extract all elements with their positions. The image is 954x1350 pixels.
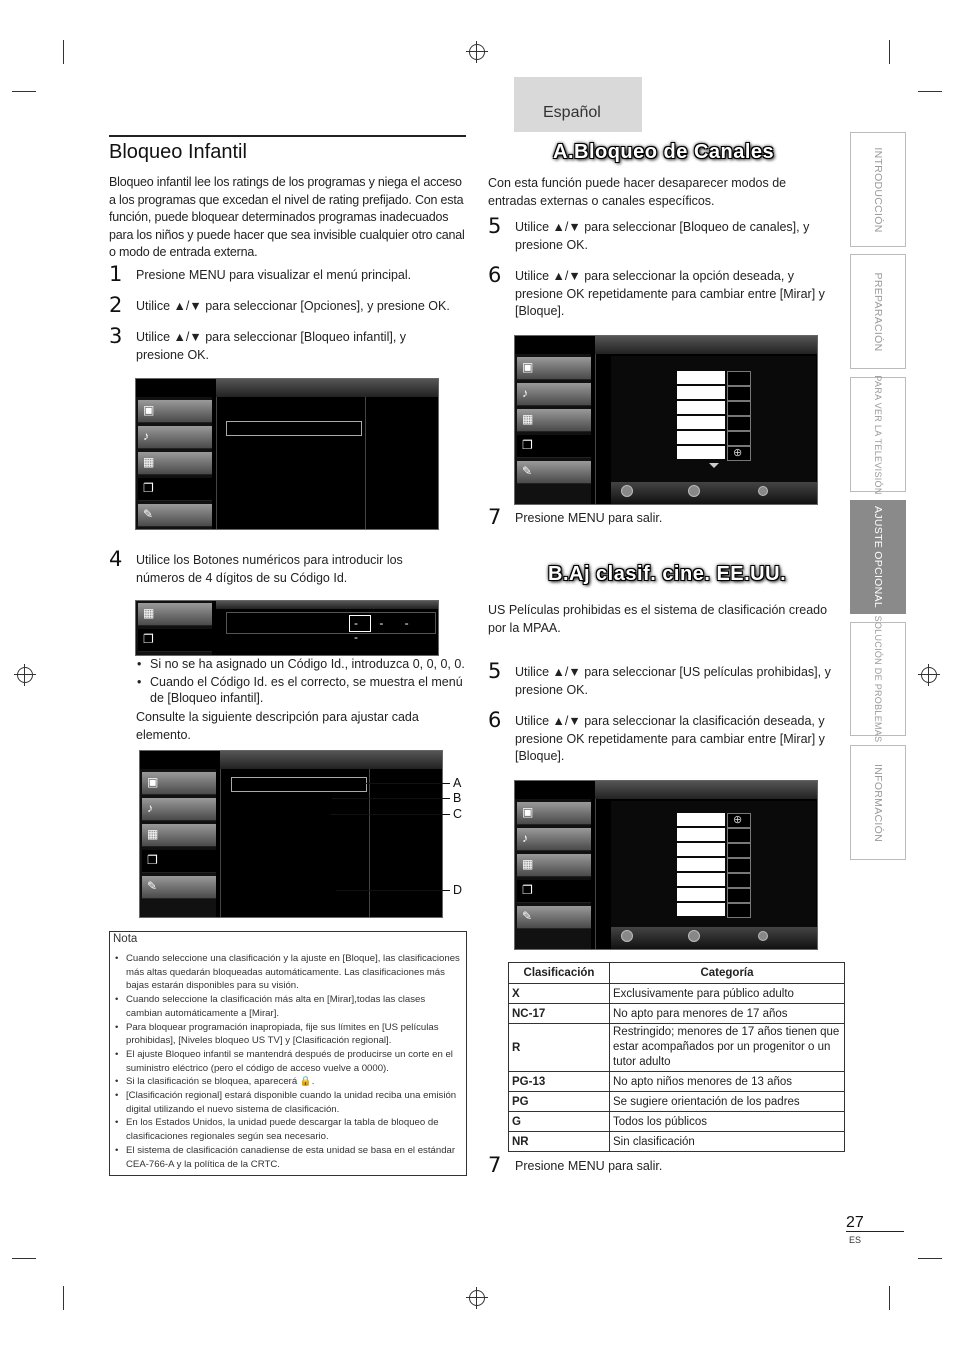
step-text: Presione MENU para salir.: [515, 1159, 663, 1173]
options-icon: ❐: [522, 883, 533, 897]
picture-icon: ▣: [522, 805, 534, 819]
table-cell: Se sugiere orientación de los padres: [610, 1092, 845, 1112]
tv-selection-highlight: [226, 421, 362, 436]
section-a-banner: A.Bloqueo de Canales: [553, 141, 775, 163]
tv-divider: [216, 397, 217, 529]
lock-icon: ⊕: [733, 814, 743, 826]
tv-menu-item-picture[interactable]: [142, 772, 216, 795]
side-tab-para-ver-la-television[interactable]: [850, 374, 906, 495]
tv-menu-header: [220, 751, 442, 769]
table-cell: PG-13: [509, 1072, 610, 1092]
tv-list-cell: [677, 843, 725, 856]
step-text: Utilice ▲/▼ para seleccionar [Bloqueo infantil], y presione OK.: [136, 330, 407, 362]
tv-list-cell: [677, 903, 725, 916]
tv-menu-sidebar: [515, 799, 591, 949]
ok-button-icon: [688, 930, 700, 942]
side-tab-preparacion[interactable]: [850, 254, 906, 369]
section-b-intro: US Películas prohibidas es el sistema de clasificación creado por la MPAA.: [488, 603, 828, 635]
music-note-icon: ♪: [522, 831, 528, 845]
table-row: [509, 984, 845, 1004]
tv-menu-item-picture[interactable]: [138, 400, 212, 423]
tv-movie-rating-screen: [514, 780, 818, 950]
list-item: • Cuando seleccione una clasificación y la ajuste en [Bloque], las clasificaciones más altas quedarán bloqueadas automáticamente. Las clasificaciones más bajas estarán disponibles para su visión.: [115, 952, 460, 993]
tv-lock-cell: [727, 416, 751, 431]
table-cell: PG: [509, 1092, 610, 1112]
step-number: 3: [109, 324, 123, 348]
step-number: 2: [109, 293, 123, 317]
table-row: [509, 1092, 845, 1112]
nota-list: [115, 952, 460, 1171]
edit-icon: ✎: [147, 879, 158, 893]
grid-icon: ▦: [522, 857, 534, 871]
tv-list-cell: [677, 858, 725, 871]
tv-menu-item-setup[interactable]: [138, 603, 212, 626]
list-item: • Cuando seleccione la clasificación más alta en [Mirar],todas las clases cambian automáticamente a [Mirar].: [115, 993, 460, 1020]
table-cell: No apto niños menores de 13 años: [610, 1072, 845, 1092]
callout-line-d: [336, 890, 450, 891]
options-icon: ❐: [522, 438, 533, 452]
tv-lock-cell: [727, 446, 751, 461]
table-cell: G: [509, 1112, 610, 1132]
list-item: • [Clasificación regional] estará disponible cuando la unidad reciba una emisión digital utilizando el nuevo sistema de clasificación.: [115, 1089, 460, 1116]
crop-mark: [918, 91, 942, 92]
navigation-icon: [621, 485, 633, 497]
tv-child-lock-screen: [139, 750, 443, 918]
tv-divider: [365, 397, 366, 529]
tv-lock-cell: [727, 888, 751, 903]
step-text: Utilice ▲/▼ para seleccionar la opción deseada, y presione OK repetidamente para cambiar entre [Mirar] y [Bloque].: [515, 269, 825, 318]
tv-menu-screen: [135, 378, 439, 530]
tv-lock-cell: [727, 873, 751, 888]
music-note-icon: ♪: [522, 386, 528, 400]
tv-menu-item-sound[interactable]: [142, 798, 216, 821]
picture-icon: ▣: [522, 360, 534, 374]
options-icon: ❐: [143, 632, 154, 646]
callout-label-a: A: [453, 776, 462, 790]
tv-menu-item-picture[interactable]: [517, 357, 591, 380]
tv-divider: [595, 354, 596, 504]
tv-lock-cell: [727, 813, 751, 828]
side-tab-label: SOLUCIÓN DE PROBLEMAS: [873, 615, 883, 743]
step-number: 7: [488, 1153, 502, 1177]
pin-input[interactable]: - - - -: [354, 616, 418, 644]
tv-list-cell: [677, 828, 725, 841]
tv-menu-sidebar: [136, 601, 212, 655]
tv-lock-cell: [727, 401, 751, 416]
tv-menu-header: [216, 379, 438, 397]
step-text: Utilice ▲/▼ para seleccionar [Bloqueo de canales], y presione OK.: [515, 220, 810, 252]
tv-divider: [220, 769, 221, 917]
nota-title: Nota: [113, 933, 138, 945]
picture-icon: ▣: [147, 775, 159, 789]
tv-list-cell: [677, 873, 725, 886]
tv-list-cell: [677, 446, 725, 459]
tv-lock-cell: [727, 386, 751, 401]
step-number: 4: [109, 547, 123, 571]
tv-menu-item-language[interactable]: [517, 906, 591, 929]
tv-menu-item-language[interactable]: [138, 504, 212, 527]
notes-bullet-list: [137, 656, 467, 706]
step-text: Utilice ▲/▼ para seleccionar [Opciones], y presione OK.: [136, 299, 450, 313]
step-number: 6: [488, 263, 502, 287]
tv-lock-cell: [727, 371, 751, 386]
table-cell: NC-17: [509, 1004, 610, 1024]
tv-list-cell: [677, 813, 725, 826]
tv-menu-item-sound[interactable]: [517, 383, 591, 406]
crop-mark: [63, 40, 64, 64]
edit-icon: ✎: [522, 464, 533, 478]
tv-lock-cell: [727, 843, 751, 858]
music-note-icon: ♪: [143, 429, 149, 443]
side-tab-label: INFORMACIÓN: [872, 763, 884, 842]
step-number: 6: [488, 708, 502, 732]
tv-menu-item-setup[interactable]: [517, 409, 591, 432]
page-lang-code: ES: [849, 1235, 862, 1245]
tv-footer-bar: [611, 927, 817, 949]
tv-menu-item-setup[interactable]: [138, 452, 212, 475]
registration-mark-icon: [921, 667, 937, 683]
callout-label-c: C: [453, 807, 463, 821]
tv-menu-header: [595, 336, 817, 354]
grid-icon: ▦: [147, 827, 159, 841]
table-cell: Todos los públicos: [610, 1112, 845, 1132]
tv-menu-item-setup[interactable]: [517, 854, 591, 877]
tv-menu-item-options[interactable]: [138, 478, 212, 501]
tv-list-cell: [677, 386, 725, 399]
table-cell: No apto para menores de 17 años: [610, 1004, 845, 1024]
crop-mark: [12, 1258, 36, 1259]
tv-lock-cell: [727, 903, 751, 918]
grid-icon: ▦: [522, 412, 534, 426]
callout-line-a: [364, 783, 450, 784]
table-cell: Exclusivamente para público adulto: [610, 984, 845, 1004]
music-note-icon: ♪: [147, 801, 153, 815]
step-text: Utilice ▲/▼ para seleccionar la clasificación deseada, y presione OK repetidamente para cambiar entre [Mirar] y [Bloque].: [515, 714, 825, 763]
section-b-banner: B.Aj clasif. cine. EE.UU.: [548, 563, 787, 585]
list-item: • En los Estados Unidos, la unidad puede descargar la tabla de bloqueo de clasificaciones regionales según sea necesario.: [115, 1116, 460, 1143]
lock-icon: ⊕: [733, 447, 743, 459]
crop-mark: [889, 1286, 890, 1310]
list-item: • Si no se ha asignado un Código Id., introduzca 0, 0, 0, 0.: [137, 656, 467, 672]
side-tab-solucion-de-problemas[interactable]: [850, 615, 906, 743]
tv-lock-cell: [727, 858, 751, 873]
callout-label-b: B: [453, 791, 462, 805]
title-rule: [109, 135, 466, 137]
tv-menu-item-language[interactable]: [142, 876, 216, 899]
callout-label-d: D: [453, 883, 463, 897]
tv-menu-header: [595, 781, 817, 799]
back-button-icon: [758, 486, 768, 496]
table-cell: Restringido; menores de 17 años tienen que estar acompañados por un progenitor o un tutor adulto: [610, 1024, 845, 1072]
step-number: 1: [109, 262, 123, 286]
tv-menu-sidebar: [515, 354, 591, 504]
tv-list-cell: [677, 888, 725, 901]
tv-menu-item-options[interactable]: [517, 435, 591, 458]
step-text: Utilice los Botones numéricos para introducir los números de 4 dígitos de su Código Id.: [136, 553, 403, 585]
registration-mark-icon: [17, 667, 33, 683]
side-tab-ajuste-opcional[interactable]: [850, 500, 906, 614]
options-icon: ❐: [143, 481, 154, 495]
tv-menu-item-picture[interactable]: [517, 802, 591, 825]
grid-icon: ▦: [143, 606, 155, 620]
tv-pin-header: [216, 601, 438, 609]
step-number: 5: [488, 214, 502, 238]
back-button-icon: [758, 931, 768, 941]
crop-mark: [12, 91, 36, 92]
step-number: 5: [488, 659, 502, 683]
page-number: 27: [846, 1214, 864, 1231]
tv-list-cell: [677, 371, 725, 384]
side-tab-label: INTRODUCCIÓN: [872, 146, 884, 233]
tv-menu-item-sound[interactable]: [517, 828, 591, 851]
picture-icon: ▣: [143, 403, 155, 417]
side-tab-label: PARA VER LA TELEVISIÓN: [873, 374, 883, 495]
tv-list-cell: [677, 401, 725, 414]
page-number-rule: [846, 1231, 904, 1232]
table-row: [509, 1024, 845, 1072]
options-icon: ❐: [147, 853, 158, 867]
table-row: [509, 1112, 845, 1132]
side-tab-introduccion[interactable]: [850, 132, 906, 247]
table-cell: NR: [509, 1132, 610, 1152]
navigation-icon: [621, 930, 633, 942]
ok-button-icon: [688, 485, 700, 497]
table-row: [509, 1072, 845, 1092]
grid-icon: ▦: [143, 455, 155, 469]
list-item: • El sistema de clasificación canadiense de esta unidad se basa en el estándar CEA-766-A y la política de la CRTC.: [115, 1144, 460, 1171]
registration-mark-icon: [469, 44, 485, 60]
crop-mark: [889, 40, 890, 64]
tv-list-cell: [677, 431, 725, 444]
tv-selection-highlight: [231, 777, 367, 792]
consult-text: Consulte la siguiente descripción para ajustar cada elemento.: [136, 710, 419, 742]
list-item: • Si la clasificación se bloquea, aparecerá 🔒.: [115, 1075, 460, 1089]
registration-mark-icon: [469, 1290, 485, 1306]
tv-menu-item-sound[interactable]: [138, 426, 212, 449]
crop-mark: [918, 1258, 942, 1259]
list-item: • Cuando el Código Id. es el correcto, se muestra el menú de [Bloqueo infantil].: [137, 674, 467, 706]
table-header: Clasificación: [509, 963, 610, 984]
step-text: Utilice ▲/▼ para seleccionar [US películas prohibidas], y presione OK.: [515, 665, 831, 697]
table-cell: R: [509, 1024, 610, 1072]
rating-table: [508, 962, 845, 1152]
list-item: • El ajuste Bloqueo infantil se mantendrá después de producirse un corte en el suministro eléctrico (pero el código de acceso vuelve a 0000).: [115, 1048, 460, 1075]
table-header: Categoría: [610, 963, 845, 984]
tv-lock-cell: [727, 431, 751, 446]
table-row: [509, 1132, 845, 1152]
tv-menu-sidebar: [140, 769, 216, 917]
intro-paragraph: Bloqueo infantil lee los ratings de los programas y niega el acceso a los programas que excedan el nivel de rating prefijado. Con esta función, puede bloquear determinados programas inadecuados para los niños y puede hacer que sea invisible cualquier otro canal o modo de entrada externa.: [109, 175, 465, 259]
tv-menu-item-options[interactable]: [138, 629, 212, 652]
callout-line-b: [332, 798, 450, 799]
tv-menu-item-options[interactable]: [142, 850, 216, 873]
step-text: Presione MENU para salir.: [515, 511, 663, 525]
page-title: Bloqueo Infantil: [109, 141, 247, 163]
side-tab-label: PREPARACIÓN: [872, 272, 884, 351]
tv-menu-sidebar: [136, 397, 212, 529]
tv-lock-cell: [727, 828, 751, 843]
tv-divider: [595, 799, 596, 949]
table-header-row: [509, 963, 845, 984]
list-item: • Para bloquear programación inapropiada, fije sus límites en [US películas prohibidas], [Niveles bloqueo US TV] y [Clasificación regional].: [115, 1021, 460, 1048]
tv-menu-item-setup[interactable]: [142, 824, 216, 847]
edit-icon: ✎: [522, 909, 533, 923]
tv-footer-bar: [611, 482, 817, 504]
tv-channel-lock-screen: [514, 335, 818, 505]
tv-menu-item-language[interactable]: [517, 461, 591, 484]
tv-list-cell: [677, 416, 725, 429]
step-text: Presione MENU para visualizar el menú principal.: [136, 268, 412, 282]
step-number: 7: [488, 505, 502, 529]
language-label: Español: [543, 104, 601, 121]
side-tab-informacion[interactable]: [850, 745, 906, 860]
table-row: [509, 1004, 845, 1024]
scroll-down-arrow-icon: [709, 463, 719, 468]
tv-divider: [369, 769, 370, 917]
table-cell: X: [509, 984, 610, 1004]
edit-icon: ✎: [143, 507, 154, 521]
crop-mark: [63, 1286, 64, 1310]
tv-menu-item-options[interactable]: [517, 880, 591, 903]
table-cell: Sin clasificación: [610, 1132, 845, 1152]
side-tab-label: AJUSTE OPCIONAL: [872, 506, 884, 608]
section-a-intro: Con esta función puede hacer desaparecer modos de entradas externas o canales específicos.: [488, 176, 787, 208]
tv-pin-screen: [135, 600, 439, 656]
callout-line-c: [330, 814, 450, 815]
